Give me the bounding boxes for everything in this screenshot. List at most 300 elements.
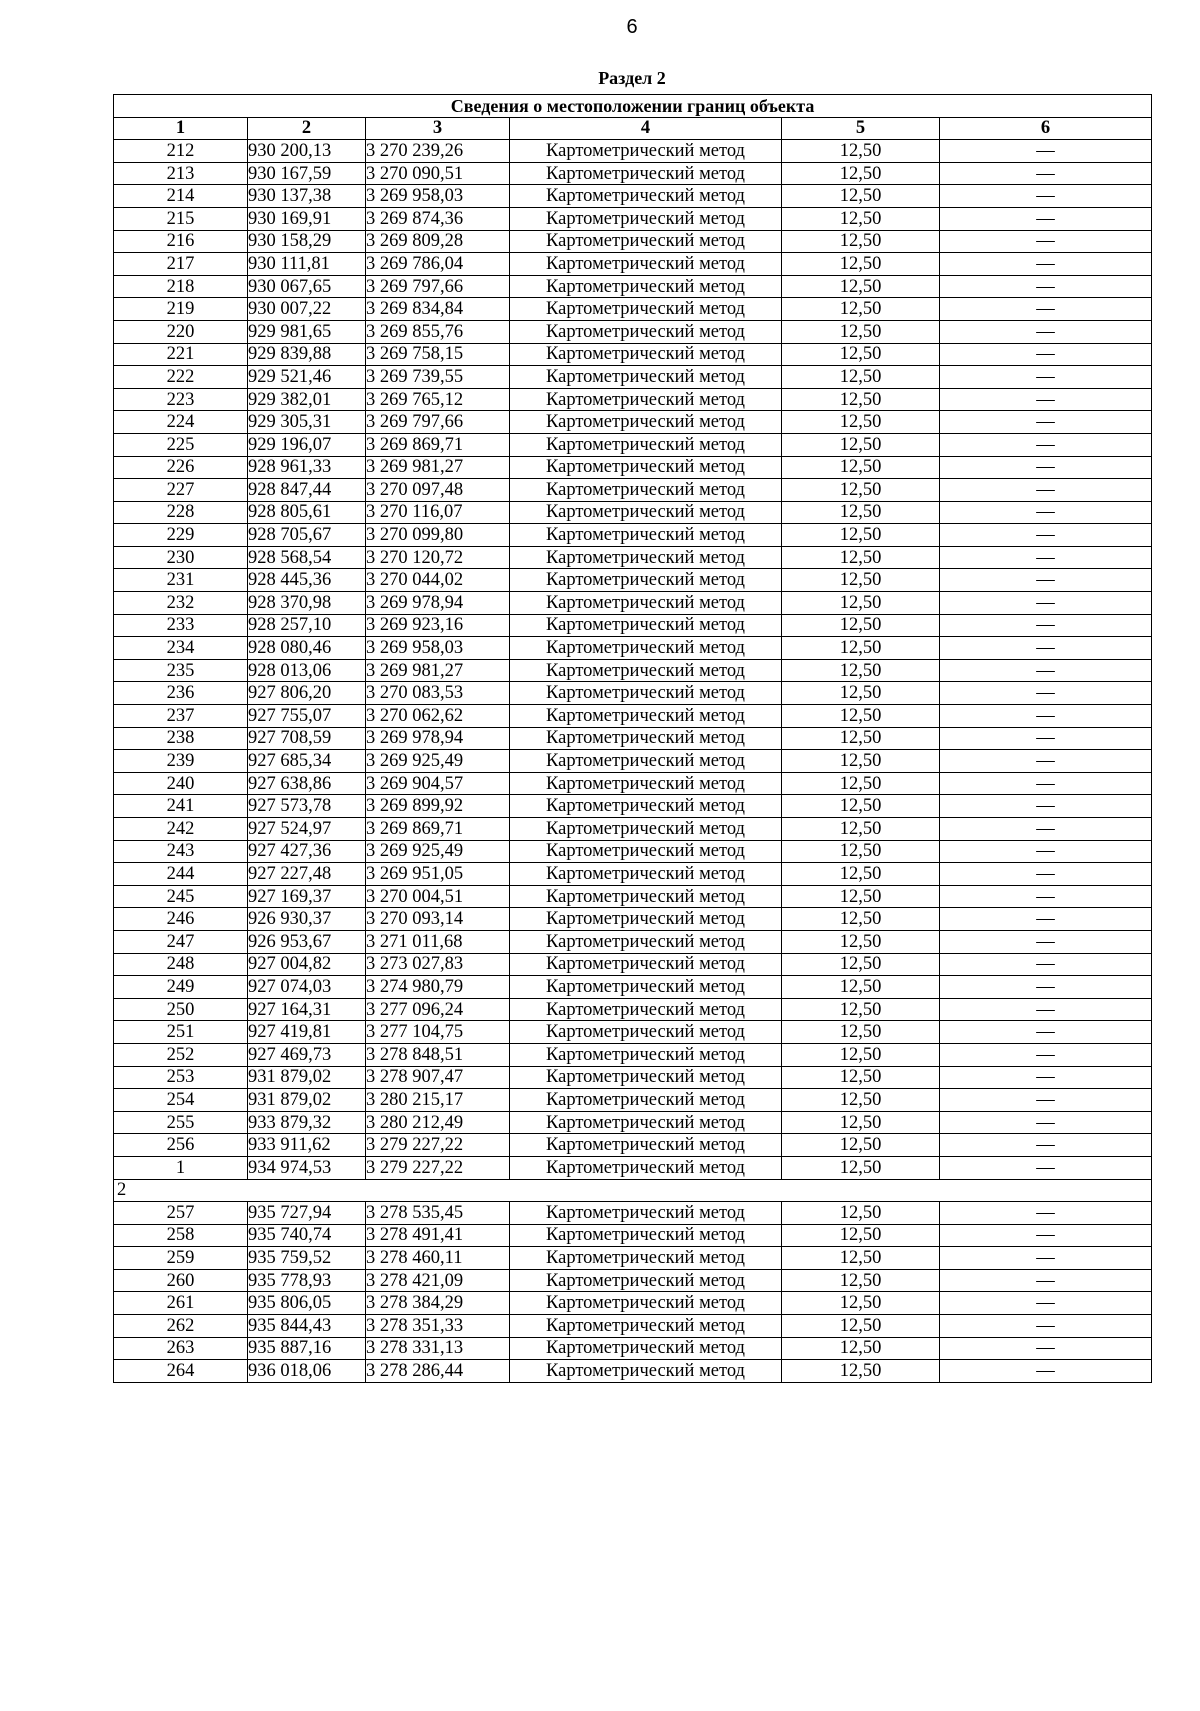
accuracy-cell: 12,50 <box>782 1337 940 1360</box>
y-coordinate-cell: 3 278 331,13 <box>366 1337 510 1360</box>
table-row <box>114 320 1152 343</box>
accuracy-cell: 12,50 <box>782 1111 940 1134</box>
description-cell: — <box>940 1066 1152 1089</box>
description-cell: — <box>940 546 1152 569</box>
x-coordinate-cell: 928 013,06 <box>248 659 366 682</box>
accuracy-cell: 12,50 <box>782 1247 940 1270</box>
accuracy-cell: 12,50 <box>782 546 940 569</box>
description-cell: — <box>940 614 1152 637</box>
description-cell: — <box>940 501 1152 524</box>
x-coordinate-cell: 927 169,37 <box>248 885 366 908</box>
method-cell: Картометрический метод <box>510 388 782 411</box>
point-number-cell: 236 <box>114 682 248 705</box>
x-coordinate-cell: 928 370,98 <box>248 592 366 615</box>
y-coordinate-cell: 3 270 093,14 <box>366 908 510 931</box>
x-coordinate-cell: 936 018,06 <box>248 1360 366 1383</box>
table-row <box>114 1089 1152 1112</box>
point-number-cell: 248 <box>114 953 248 976</box>
x-coordinate-cell: 929 382,01 <box>248 388 366 411</box>
point-number-cell: 249 <box>114 976 248 999</box>
description-cell: — <box>940 1337 1152 1360</box>
method-cell: Картометрический метод <box>510 976 782 999</box>
point-number-cell: 247 <box>114 930 248 953</box>
column-header: 2 <box>248 117 366 140</box>
x-coordinate-cell: 927 806,20 <box>248 682 366 705</box>
table-row <box>114 343 1152 366</box>
point-number-cell: 262 <box>114 1315 248 1338</box>
table-row <box>114 953 1152 976</box>
accuracy-cell: 12,50 <box>782 140 940 163</box>
table-title: Сведения о местоположении границ объекта <box>114 95 1152 118</box>
method-cell: Картометрический метод <box>510 1247 782 1270</box>
method-cell: Картометрический метод <box>510 1021 782 1044</box>
description-cell: — <box>940 682 1152 705</box>
description-cell: — <box>940 1156 1152 1179</box>
y-coordinate-cell: 3 269 765,12 <box>366 388 510 411</box>
description-cell: — <box>940 162 1152 185</box>
x-coordinate-cell: 933 879,32 <box>248 1111 366 1134</box>
accuracy-cell: 12,50 <box>782 275 940 298</box>
method-cell: Картометрический метод <box>510 207 782 230</box>
table-row <box>114 1066 1152 1089</box>
y-coordinate-cell: 3 269 981,27 <box>366 659 510 682</box>
y-coordinate-cell: 3 269 809,28 <box>366 230 510 253</box>
x-coordinate-cell: 927 164,31 <box>248 998 366 1021</box>
x-coordinate-cell: 929 981,65 <box>248 320 366 343</box>
method-cell: Картометрический метод <box>510 727 782 750</box>
x-coordinate-cell: 927 755,07 <box>248 705 366 728</box>
point-number-cell: 224 <box>114 411 248 434</box>
method-cell: Картометрический метод <box>510 1043 782 1066</box>
x-coordinate-cell: 927 524,97 <box>248 818 366 841</box>
description-cell: — <box>940 637 1152 660</box>
accuracy-cell: 12,50 <box>782 433 940 456</box>
y-coordinate-cell: 3 270 097,48 <box>366 479 510 502</box>
description-cell: — <box>940 1043 1152 1066</box>
description-cell: — <box>940 207 1152 230</box>
accuracy-cell: 12,50 <box>782 1269 940 1292</box>
point-number-cell: 255 <box>114 1111 248 1134</box>
column-header: 6 <box>940 117 1152 140</box>
y-coordinate-cell: 3 269 904,57 <box>366 772 510 795</box>
description-cell: — <box>940 343 1152 366</box>
method-cell: Картометрический метод <box>510 637 782 660</box>
method-cell: Картометрический метод <box>510 569 782 592</box>
accuracy-cell: 12,50 <box>782 366 940 389</box>
method-cell: Картометрический метод <box>510 140 782 163</box>
accuracy-cell: 12,50 <box>782 705 940 728</box>
point-number-cell: 261 <box>114 1292 248 1315</box>
table-row <box>114 705 1152 728</box>
description-cell: — <box>940 1224 1152 1247</box>
description-cell: — <box>940 411 1152 434</box>
description-cell: — <box>940 479 1152 502</box>
x-coordinate-cell: 928 080,46 <box>248 637 366 660</box>
accuracy-cell: 12,50 <box>782 1066 940 1089</box>
y-coordinate-cell: 3 273 027,83 <box>366 953 510 976</box>
table-row <box>114 1247 1152 1270</box>
point-number-cell: 214 <box>114 185 248 208</box>
y-coordinate-cell: 3 269 855,76 <box>366 320 510 343</box>
x-coordinate-cell: 928 961,33 <box>248 456 366 479</box>
table-row <box>114 750 1152 773</box>
table-row <box>114 501 1152 524</box>
y-coordinate-cell: 3 270 120,72 <box>366 546 510 569</box>
method-cell: Картометрический метод <box>510 1292 782 1315</box>
description-cell: — <box>940 1292 1152 1315</box>
x-coordinate-cell: 927 573,78 <box>248 795 366 818</box>
point-number-cell: 263 <box>114 1337 248 1360</box>
method-cell: Картометрический метод <box>510 230 782 253</box>
y-coordinate-cell: 3 270 062,62 <box>366 705 510 728</box>
description-cell: — <box>940 998 1152 1021</box>
point-number-cell: 216 <box>114 230 248 253</box>
table-row <box>114 479 1152 502</box>
method-cell: Картометрический метод <box>510 1360 782 1383</box>
y-coordinate-cell: 3 269 978,94 <box>366 727 510 750</box>
table-row <box>114 1269 1152 1292</box>
accuracy-cell: 12,50 <box>782 998 940 1021</box>
table-body <box>114 95 1152 1383</box>
y-coordinate-cell: 3 278 351,33 <box>366 1315 510 1338</box>
method-cell: Картометрический метод <box>510 953 782 976</box>
x-coordinate-cell: 926 930,37 <box>248 908 366 931</box>
point-number-cell: 220 <box>114 320 248 343</box>
table-row <box>114 795 1152 818</box>
y-coordinate-cell: 3 277 104,75 <box>366 1021 510 1044</box>
y-coordinate-cell: 3 269 834,84 <box>366 298 510 321</box>
point-number-cell: 251 <box>114 1021 248 1044</box>
description-cell: — <box>940 772 1152 795</box>
method-cell: Картометрический метод <box>510 1089 782 1112</box>
y-coordinate-cell: 3 278 491,41 <box>366 1224 510 1247</box>
point-number-cell: 250 <box>114 998 248 1021</box>
y-coordinate-cell: 3 269 925,49 <box>366 840 510 863</box>
point-number-cell: 244 <box>114 863 248 886</box>
description-cell: — <box>940 953 1152 976</box>
method-cell: Картометрический метод <box>510 1134 782 1157</box>
method-cell: Картометрический метод <box>510 682 782 705</box>
x-coordinate-cell: 935 806,05 <box>248 1292 366 1315</box>
accuracy-cell: 12,50 <box>782 456 940 479</box>
table-row <box>114 908 1152 931</box>
x-coordinate-cell: 928 445,36 <box>248 569 366 592</box>
method-cell: Картометрический метод <box>510 998 782 1021</box>
accuracy-cell: 12,50 <box>782 1224 940 1247</box>
point-number-cell: 215 <box>114 207 248 230</box>
y-coordinate-cell: 3 278 460,11 <box>366 1247 510 1270</box>
y-coordinate-cell: 3 278 421,09 <box>366 1269 510 1292</box>
y-coordinate-cell: 3 269 739,55 <box>366 366 510 389</box>
y-coordinate-cell: 3 277 096,24 <box>366 998 510 1021</box>
accuracy-cell: 12,50 <box>782 1292 940 1315</box>
description-cell: — <box>940 1247 1152 1270</box>
description-cell: — <box>940 456 1152 479</box>
y-coordinate-cell: 3 278 907,47 <box>366 1066 510 1089</box>
description-cell: — <box>940 433 1152 456</box>
description-cell: — <box>940 366 1152 389</box>
x-coordinate-cell: 929 196,07 <box>248 433 366 456</box>
x-coordinate-cell: 930 007,22 <box>248 298 366 321</box>
accuracy-cell: 12,50 <box>782 411 940 434</box>
point-number-cell: 240 <box>114 772 248 795</box>
description-cell: — <box>940 976 1152 999</box>
method-cell: Картометрический метод <box>510 772 782 795</box>
accuracy-cell: 12,50 <box>782 1360 940 1383</box>
x-coordinate-cell: 930 169,91 <box>248 207 366 230</box>
description-cell: — <box>940 1360 1152 1383</box>
description-cell: — <box>940 659 1152 682</box>
accuracy-cell: 12,50 <box>782 230 940 253</box>
point-number-cell: 258 <box>114 1224 248 1247</box>
table-row <box>114 637 1152 660</box>
y-coordinate-cell: 3 279 227,22 <box>366 1156 510 1179</box>
description-cell: — <box>940 885 1152 908</box>
point-number-cell: 238 <box>114 727 248 750</box>
point-number-cell: 242 <box>114 818 248 841</box>
x-coordinate-cell: 926 953,67 <box>248 930 366 953</box>
y-coordinate-cell: 3 269 981,27 <box>366 456 510 479</box>
accuracy-cell: 12,50 <box>782 930 940 953</box>
table-row <box>114 524 1152 547</box>
description-cell: — <box>940 908 1152 931</box>
point-number-cell: 219 <box>114 298 248 321</box>
x-coordinate-cell: 927 419,81 <box>248 1021 366 1044</box>
y-coordinate-cell: 3 269 786,04 <box>366 253 510 276</box>
y-coordinate-cell: 3 269 758,15 <box>366 343 510 366</box>
point-number-cell: 229 <box>114 524 248 547</box>
boundary-coordinates-table <box>113 94 1152 1383</box>
table-row <box>114 1156 1152 1179</box>
point-number-cell: 245 <box>114 885 248 908</box>
method-cell: Картометрический метод <box>510 1315 782 1338</box>
method-cell: Картометрический метод <box>510 275 782 298</box>
accuracy-cell: 12,50 <box>782 207 940 230</box>
y-coordinate-cell: 3 269 899,92 <box>366 795 510 818</box>
x-coordinate-cell: 931 879,02 <box>248 1066 366 1089</box>
x-coordinate-cell: 930 200,13 <box>248 140 366 163</box>
method-cell: Картометрический метод <box>510 659 782 682</box>
page-number: 6 <box>626 16 638 38</box>
table-row <box>114 1134 1152 1157</box>
method-cell: Картометрический метод <box>510 1224 782 1247</box>
table-row <box>114 863 1152 886</box>
table-row <box>114 998 1152 1021</box>
table-row <box>114 840 1152 863</box>
point-number-cell: 257 <box>114 1202 248 1225</box>
accuracy-cell: 12,50 <box>782 501 940 524</box>
x-coordinate-cell: 927 469,73 <box>248 1043 366 1066</box>
accuracy-cell: 12,50 <box>782 614 940 637</box>
method-cell: Картометрический метод <box>510 546 782 569</box>
x-coordinate-cell: 928 568,54 <box>248 546 366 569</box>
method-cell: Картометрический метод <box>510 818 782 841</box>
accuracy-cell: 12,50 <box>782 1021 940 1044</box>
method-cell: Картометрический метод <box>510 1066 782 1089</box>
x-coordinate-cell: 927 004,82 <box>248 953 366 976</box>
x-coordinate-cell: 927 074,03 <box>248 976 366 999</box>
y-coordinate-cell: 3 269 874,36 <box>366 207 510 230</box>
y-coordinate-cell: 3 269 978,94 <box>366 592 510 615</box>
point-number-cell: 233 <box>114 614 248 637</box>
description-cell: — <box>940 1269 1152 1292</box>
section-title: Раздел 2 <box>598 68 666 88</box>
table-row <box>114 1315 1152 1338</box>
x-coordinate-cell: 929 305,31 <box>248 411 366 434</box>
point-number-cell: 259 <box>114 1247 248 1270</box>
accuracy-cell: 12,50 <box>782 772 940 795</box>
y-coordinate-cell: 3 269 797,66 <box>366 411 510 434</box>
x-coordinate-cell: 928 705,67 <box>248 524 366 547</box>
accuracy-cell: 12,50 <box>782 1156 940 1179</box>
method-cell: Картометрический метод <box>510 885 782 908</box>
method-cell: Картометрический метод <box>510 840 782 863</box>
x-coordinate-cell: 935 740,74 <box>248 1224 366 1247</box>
column-header: 5 <box>782 117 940 140</box>
y-coordinate-cell: 3 279 227,22 <box>366 1134 510 1157</box>
method-cell: Картометрический метод <box>510 253 782 276</box>
x-coordinate-cell: 935 759,52 <box>248 1247 366 1270</box>
method-cell: Картометрический метод <box>510 1269 782 1292</box>
description-cell: — <box>940 1111 1152 1134</box>
table-row <box>114 1043 1152 1066</box>
accuracy-cell: 12,50 <box>782 479 940 502</box>
y-coordinate-cell: 3 278 848,51 <box>366 1043 510 1066</box>
method-cell: Картометрический метод <box>510 433 782 456</box>
point-number-cell: 212 <box>114 140 248 163</box>
method-cell: Картометрический метод <box>510 298 782 321</box>
point-number-cell: 228 <box>114 501 248 524</box>
table-row <box>114 727 1152 750</box>
table-row <box>114 1202 1152 1225</box>
accuracy-cell: 12,50 <box>782 840 940 863</box>
accuracy-cell: 12,50 <box>782 162 940 185</box>
x-coordinate-cell: 928 847,44 <box>248 479 366 502</box>
description-cell: — <box>940 705 1152 728</box>
description-cell: — <box>940 1021 1152 1044</box>
table-row <box>114 230 1152 253</box>
y-coordinate-cell: 3 269 958,03 <box>366 185 510 208</box>
y-coordinate-cell: 3 270 099,80 <box>366 524 510 547</box>
x-coordinate-cell: 930 111,81 <box>248 253 366 276</box>
accuracy-cell: 12,50 <box>782 592 940 615</box>
y-coordinate-cell: 3 270 116,07 <box>366 501 510 524</box>
x-coordinate-cell: 934 974,53 <box>248 1156 366 1179</box>
accuracy-cell: 12,50 <box>782 1202 940 1225</box>
method-cell: Картометрический метод <box>510 524 782 547</box>
point-number-cell: 254 <box>114 1089 248 1112</box>
method-cell: Картометрический метод <box>510 795 782 818</box>
description-cell: — <box>940 592 1152 615</box>
table-row <box>114 1224 1152 1247</box>
description-cell: — <box>940 320 1152 343</box>
method-cell: Картометрический метод <box>510 1111 782 1134</box>
point-number-cell: 217 <box>114 253 248 276</box>
point-number-cell: 239 <box>114 750 248 773</box>
accuracy-cell: 12,50 <box>782 343 940 366</box>
table-row <box>114 659 1152 682</box>
point-number-cell: 237 <box>114 705 248 728</box>
method-cell: Картометрический метод <box>510 592 782 615</box>
point-number-cell: 253 <box>114 1066 248 1089</box>
point-number-cell: 241 <box>114 795 248 818</box>
description-cell: — <box>940 298 1152 321</box>
accuracy-cell: 12,50 <box>782 885 940 908</box>
accuracy-cell: 12,50 <box>782 1089 940 1112</box>
point-number-cell: 252 <box>114 1043 248 1066</box>
description-cell: — <box>940 1315 1152 1338</box>
accuracy-cell: 12,50 <box>782 320 940 343</box>
y-coordinate-cell: 3 269 869,71 <box>366 433 510 456</box>
accuracy-cell: 12,50 <box>782 795 940 818</box>
point-number-cell: 222 <box>114 366 248 389</box>
column-header: 4 <box>510 117 782 140</box>
method-cell: Картометрический метод <box>510 908 782 931</box>
table-row <box>114 140 1152 163</box>
contour-label-row <box>114 1179 1152 1202</box>
method-cell: Картометрический метод <box>510 343 782 366</box>
y-coordinate-cell: 3 270 044,02 <box>366 569 510 592</box>
y-coordinate-cell: 3 271 011,68 <box>366 930 510 953</box>
description-cell: — <box>940 1134 1152 1157</box>
description-cell: — <box>940 140 1152 163</box>
method-cell: Картометрический метод <box>510 1156 782 1179</box>
x-coordinate-cell: 930 167,59 <box>248 162 366 185</box>
accuracy-cell: 12,50 <box>782 682 940 705</box>
description-cell: — <box>940 230 1152 253</box>
y-coordinate-cell: 3 270 004,51 <box>366 885 510 908</box>
description-cell: — <box>940 795 1152 818</box>
table-row <box>114 1111 1152 1134</box>
table-row <box>114 569 1152 592</box>
description-cell: — <box>940 818 1152 841</box>
column-header: 3 <box>366 117 510 140</box>
point-number-cell: 1 <box>114 1156 248 1179</box>
description-cell: — <box>940 569 1152 592</box>
y-coordinate-cell: 3 270 239,26 <box>366 140 510 163</box>
point-number-cell: 213 <box>114 162 248 185</box>
description-cell: — <box>940 750 1152 773</box>
accuracy-cell: 12,50 <box>782 727 940 750</box>
x-coordinate-cell: 928 805,61 <box>248 501 366 524</box>
description-cell: — <box>940 185 1152 208</box>
table-row <box>114 592 1152 615</box>
table-row <box>114 976 1152 999</box>
table-row <box>114 207 1152 230</box>
table-row <box>114 818 1152 841</box>
x-coordinate-cell: 930 067,65 <box>248 275 366 298</box>
x-coordinate-cell: 933 911,62 <box>248 1134 366 1157</box>
point-number-cell: 243 <box>114 840 248 863</box>
point-number-cell: 225 <box>114 433 248 456</box>
description-cell: — <box>940 253 1152 276</box>
accuracy-cell: 12,50 <box>782 1134 940 1157</box>
accuracy-cell: 12,50 <box>782 185 940 208</box>
method-cell: Картометрический метод <box>510 750 782 773</box>
x-coordinate-cell: 929 839,88 <box>248 343 366 366</box>
y-coordinate-cell: 3 280 215,17 <box>366 1089 510 1112</box>
x-coordinate-cell: 935 844,43 <box>248 1315 366 1338</box>
point-number-cell: 235 <box>114 659 248 682</box>
x-coordinate-cell: 929 521,46 <box>248 366 366 389</box>
description-cell: — <box>940 1202 1152 1225</box>
x-coordinate-cell: 927 227,48 <box>248 863 366 886</box>
accuracy-cell: 12,50 <box>782 1043 940 1066</box>
point-number-cell: 226 <box>114 456 248 479</box>
y-coordinate-cell: 3 278 384,29 <box>366 1292 510 1315</box>
method-cell: Картометрический метод <box>510 614 782 637</box>
x-coordinate-cell: 927 638,86 <box>248 772 366 795</box>
